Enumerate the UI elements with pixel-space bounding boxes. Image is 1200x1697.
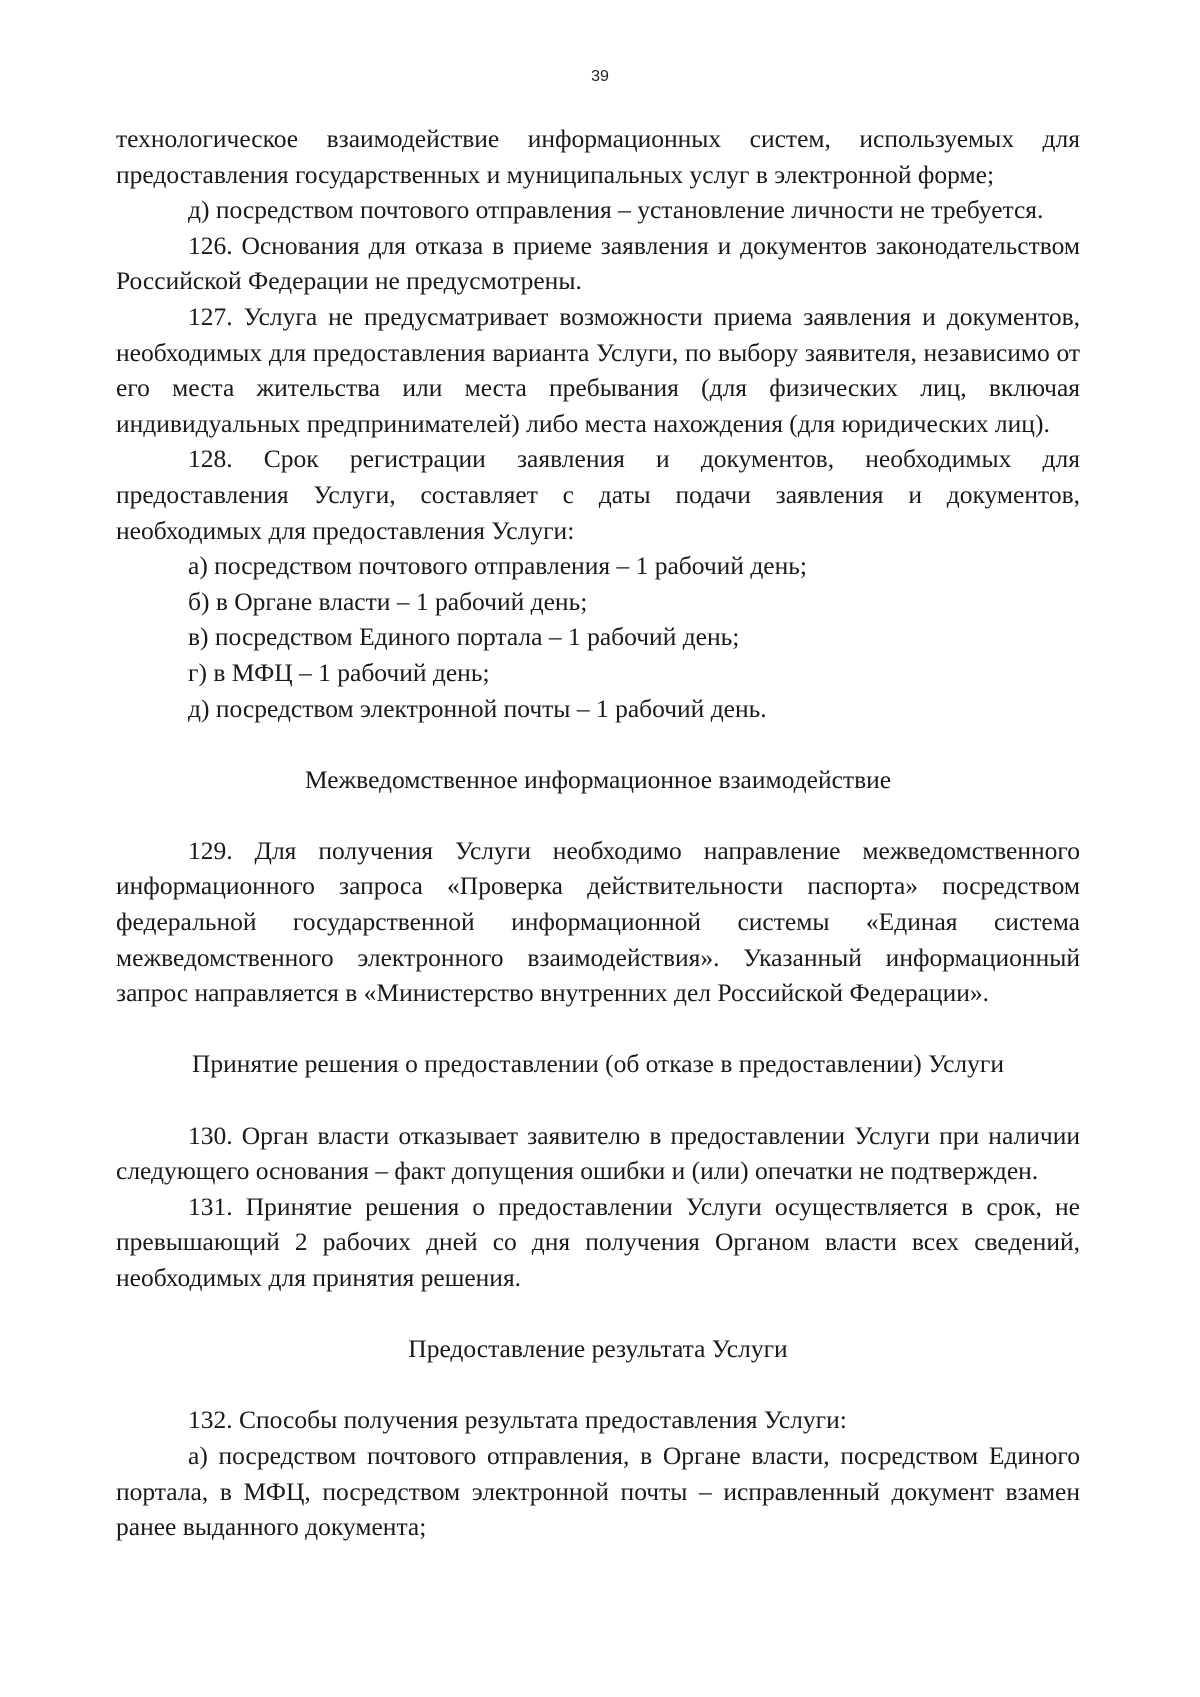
paragraph-131: 131. Принятие решения о предоставлении Услуги осуществляется в срок, не превышающий 2 рабочих дней со дня получения Органом власти всех сведений, необходимых для принятия решения. (116, 1191, 1080, 1292)
section-heading-interagency: Межведомственное информационное взаимодействие (304, 764, 892, 794)
list-item-b: б) в Органе власти – 1 рабочий день; (188, 586, 588, 616)
paragraph-continuation: технологическое взаимодействие информационных систем, используемых для предоставления государственных и муниципальных услуг в электронной форме; (116, 124, 1080, 189)
paragraph-130: 130. Орган власти отказывает заявителю в предоставлении Услуги при наличии следующего основания – факт допущения ошибки и (или) опечатки не подтвержден. (116, 1120, 1080, 1186)
spacer (116, 1296, 1080, 1332)
spacer (116, 1367, 1080, 1403)
spacer (116, 797, 1080, 833)
list-item-d: д) посредством электронной почты – 1 рабочий день. (188, 693, 767, 723)
spacer (116, 726, 1080, 762)
list-item-a: а) посредством почтового отправления – 1 рабочий день; (188, 551, 807, 581)
paragraph-132: 132. Способы получения результата предоставления Услуги: (188, 1405, 847, 1435)
paragraph-identity-mail: д) посредством почтового отправления – установление личности не требуется. (188, 195, 1044, 225)
paragraph-127: 127. Услуга не предусматривает возможности приема заявления и документов, необходимых для предоставления варианта Услуги, по выбору заявителя, независимо от его места жительства или места пребывания (для физических лиц, включая индивидуальных предпринимателей) либо места нахождения (для юридических лиц). (116, 301, 1080, 438)
document-body (116, 121, 1080, 1545)
section-heading-decision: Принятие решения о предоставлении (об отказе в предоставлении) Услуги (191, 1049, 1005, 1079)
section-heading-result: Предоставление результата Услуги (408, 1334, 788, 1364)
list-item-g: г) в МФЦ – 1 рабочий день; (188, 657, 490, 687)
paragraph-128: 128. Срок регистрации заявления и документов, необходимых для предоставления Услуги, составляет с даты подачи заявления и документов, необходимых для предоставления Услуги: (116, 444, 1080, 545)
list-item-v: в) посредством Единого портала – 1 рабочий день; (188, 622, 740, 652)
list-item-result-a: а) посредством почтового отправления, в Органе власти, посредством Единого портала, в МФЦ, посредством электронной почты – исправленный документ взамен ранее выданного документа; (116, 1440, 1080, 1542)
spacer (116, 1011, 1080, 1047)
paragraph-129: 129. Для получения Услуги необходимо направление межведомственного информационного запроса «Проверка действительности паспорта» посредством федеральной государственной информационной системы «Единая система межведомственного электронного взаимодействия». Указанный информационный запрос направляется в «Министерство внутренних дел Российской Федерации». (116, 835, 1080, 1008)
page-number: 39 (591, 68, 609, 85)
paragraph-126: 126. Основания для отказа в приеме заявления и документов законодательством Российской Федерации не предусмотрены. (116, 230, 1080, 296)
spacer (116, 1082, 1080, 1118)
